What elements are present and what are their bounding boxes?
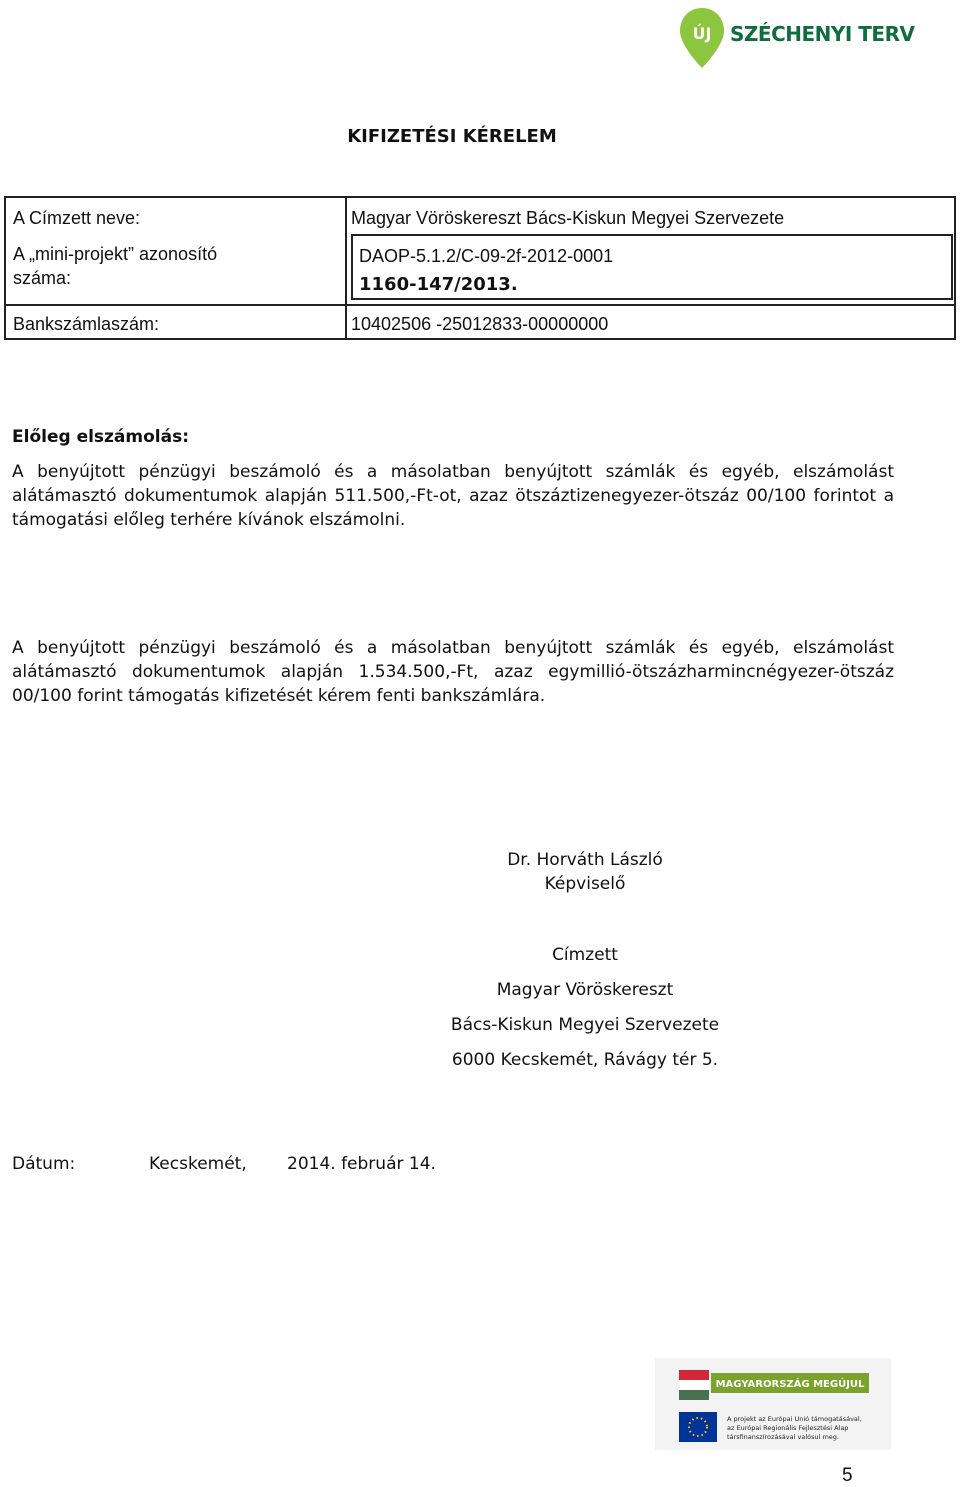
eu-support-logo (655, 1358, 891, 1450)
pin-icon (678, 6, 726, 76)
info-table (4, 196, 956, 340)
pin-text: ÚJ (692, 24, 712, 43)
project-label-line1: A „mini-projekt” azonosító (13, 244, 218, 264)
signatory-name: Dr. Horváth László (507, 850, 663, 870)
recipient-label: A Címzett neve: (13, 208, 141, 228)
bank-value: 10402506 -25012833-00000000 (351, 314, 609, 334)
footer-text-line1: A projekt az Európai Unió támogatásával, (727, 1415, 862, 1423)
logo-brand-text: SZÉCHENYI TERV (730, 22, 915, 46)
banner-text: MAGYARORSZÁG MEGÚJUL (715, 1379, 865, 1390)
flag-green-stripe (679, 1390, 709, 1400)
addressee-label: Címzett (552, 945, 618, 965)
szechenyi-terv-logo (678, 6, 915, 76)
table-divider-horizontal (6, 304, 954, 306)
addressee-line2: Bács-Kiskun Megyei Szervezete (450, 1015, 720, 1035)
project-id: DAOP-5.1.2/C-09-2f-2012-0001 (359, 246, 614, 266)
project-id-2: 1160-147/2013. (359, 274, 518, 295)
flag-red-stripe (679, 1370, 709, 1380)
paragraph-payment: A benyújtott pénzügyi beszámoló és a másolatban benyújtott számlák és egyéb, elszámolást alátámasztó dokumentumok alapján 1.534.500,-Ft, azaz egymillió-ötszázharmincnégyezer-ötszáz 00/100 forint támogatás kifizetését kérem fenti bankszámlára. (12, 638, 894, 706)
project-label-line2: száma: (13, 268, 72, 288)
eu-flag-icon (679, 1412, 717, 1442)
document-title: KIFIZETÉSI KÉRELEM (347, 126, 557, 147)
bank-label: Bankszámlaszám: (13, 314, 160, 334)
addressee-line1: Magyar Vöröskereszt (496, 980, 674, 1000)
footer-text-line3: társfinanszírozásával valósul meg. (727, 1433, 839, 1441)
table-divider-vertical (345, 198, 347, 338)
footer-text-line2: az Európai Regionális Fejlesztési Alap (727, 1424, 849, 1432)
page-number: 5 (842, 1465, 853, 1486)
date-place: Kecskemét, (149, 1154, 247, 1174)
flag-white-stripe (679, 1380, 709, 1390)
addressee-line3: 6000 Kecskemét, Rávágy tér 5. (451, 1050, 719, 1070)
date-label: Dátum: (12, 1154, 76, 1174)
paragraph-advance: A benyújtott pénzügyi beszámoló és a másolatban benyújtott számlák és egyéb, elszámolást alátámasztó dokumentumok alapján 511.500,-Ft-ot, azaz ötszáztizenegyezer-ötszáz 00/100 forintot a támogatási előleg terhére kívánok elszámolni. (12, 462, 894, 530)
recipient-value: Magyar Vöröskereszt Bács-Kiskun Megyei Szervezete (351, 208, 785, 228)
signatory-role: Képviselő (544, 874, 626, 894)
advance-heading: Előleg elszámolás: (12, 427, 190, 447)
date-value: 2014. február 14. (287, 1154, 436, 1174)
